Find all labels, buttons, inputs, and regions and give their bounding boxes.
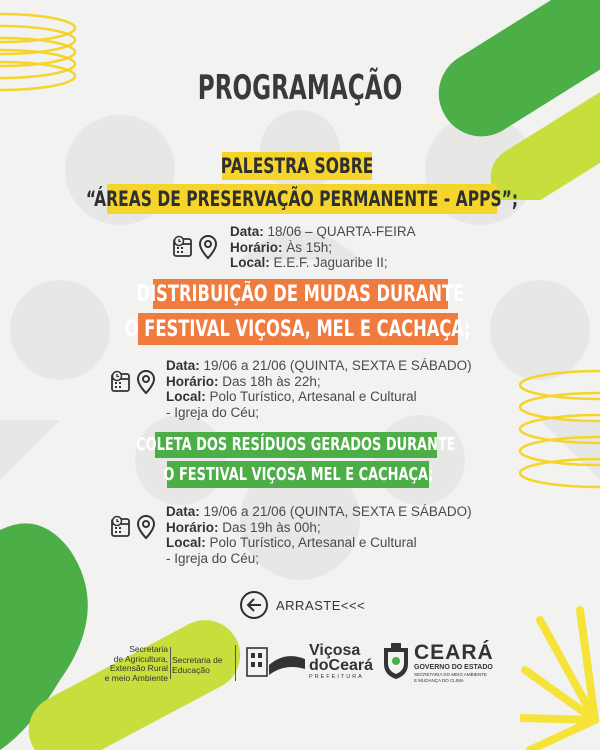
event2-details bbox=[166, 358, 472, 420]
date-label: Data: bbox=[166, 504, 200, 519]
time-label: Horário: bbox=[166, 373, 219, 389]
event3-heading-line2: O FESTIVAL VIÇOSA MEL E CACHAÇA; bbox=[162, 464, 434, 485]
place-value-line2: - Igreja do Céu; bbox=[166, 550, 260, 566]
event3-details bbox=[166, 504, 472, 566]
footer-divider bbox=[235, 645, 236, 681]
yellow-rings-right bbox=[505, 365, 600, 500]
event1-details bbox=[230, 224, 416, 271]
location-pin-icon bbox=[136, 514, 156, 540]
event3-heading-line1: COLETA DOS RESÍDUOS GERADOS DURANTE bbox=[136, 435, 456, 455]
date-value: 19/06 a 21/06 (QUINTA, SEXTA E SÁBADO) bbox=[199, 504, 472, 519]
arrow-left-icon bbox=[246, 598, 262, 612]
event2-icons bbox=[110, 369, 156, 395]
event2-band2 bbox=[125, 313, 471, 345]
swipe-button[interactable] bbox=[240, 591, 268, 619]
ceara-coat-of-arms-icon bbox=[381, 642, 411, 680]
time-label: Horário: bbox=[230, 239, 283, 255]
time-value: Das 18h às 22h; bbox=[218, 373, 321, 389]
calendar-clock-icon bbox=[172, 235, 196, 259]
event1-heading-line2: “ÁREAS DE PRESERVAÇÃO PERMANENTE - APPS”; bbox=[85, 187, 519, 211]
place-value: Polo Turístico, Artesanal e Cultural bbox=[205, 389, 417, 404]
page-title: PROGRAMAÇÃO bbox=[197, 68, 403, 108]
vicosa-emblem-icon bbox=[245, 645, 307, 679]
event3-band1 bbox=[136, 432, 456, 458]
secretaria-educacao-logo: Secretaria de Educação bbox=[172, 655, 223, 675]
event2-heading-line1: DISTRIBUIÇÃO DE MUDAS DURANTE bbox=[136, 281, 465, 307]
secretaria-agricultura-logo: Secretaria de Agricultura, Extensão Rural e meio Ambiente bbox=[104, 644, 168, 683]
place-label: Local: bbox=[230, 255, 270, 270]
footer-divider bbox=[170, 647, 171, 679]
event1-heading-line1: PALESTRA SOBRE bbox=[220, 154, 374, 178]
vicosa-logo: Viçosa doCeará PREFEITURA bbox=[309, 642, 374, 680]
ceara-logo: CEARÁ GOVERNO DO ESTADO SECRETARIA DO MEIO AMBIENTE E MUDANÇA DO CLIMA bbox=[414, 641, 494, 683]
date-value: 18/06 – QUARTA-FEIRA bbox=[267, 224, 416, 239]
swipe-label: ARRASTE<<< bbox=[276, 598, 366, 613]
place-label: Local: bbox=[166, 535, 206, 550]
event1-band1 bbox=[222, 152, 372, 180]
date-label: Data: bbox=[230, 224, 264, 239]
place-value-line2: - Igreja do Céu; bbox=[166, 404, 260, 420]
event3-band2 bbox=[162, 461, 434, 488]
place-value: E.E.F. Jaguaribe II; bbox=[273, 255, 388, 270]
event2-band1 bbox=[136, 279, 465, 309]
event3-icons bbox=[110, 514, 156, 540]
yellow-burst bbox=[520, 600, 600, 750]
event2-heading-line2: O FESTIVAL VIÇOSA, MEL E CACHAÇA; bbox=[125, 316, 471, 342]
location-pin-icon bbox=[198, 234, 218, 260]
calendar-clock-icon bbox=[110, 515, 134, 539]
time-value: Às 15h; bbox=[286, 239, 333, 255]
event1-icons bbox=[172, 234, 218, 260]
location-pin-icon bbox=[136, 369, 156, 395]
event1-band2 bbox=[85, 184, 519, 214]
place-label: Local: bbox=[166, 389, 206, 404]
calendar-clock-icon bbox=[110, 370, 134, 394]
time-label: Horário: bbox=[166, 519, 219, 535]
time-value: Das 19h às 00h; bbox=[218, 519, 321, 535]
yellow-rings-topleft bbox=[0, 0, 90, 110]
date-value: 19/06 a 21/06 (QUINTA, SEXTA E SÁBADO) bbox=[199, 358, 472, 373]
date-label: Data: bbox=[166, 358, 200, 373]
place-value: Polo Turístico, Artesanal e Cultural bbox=[205, 535, 417, 550]
